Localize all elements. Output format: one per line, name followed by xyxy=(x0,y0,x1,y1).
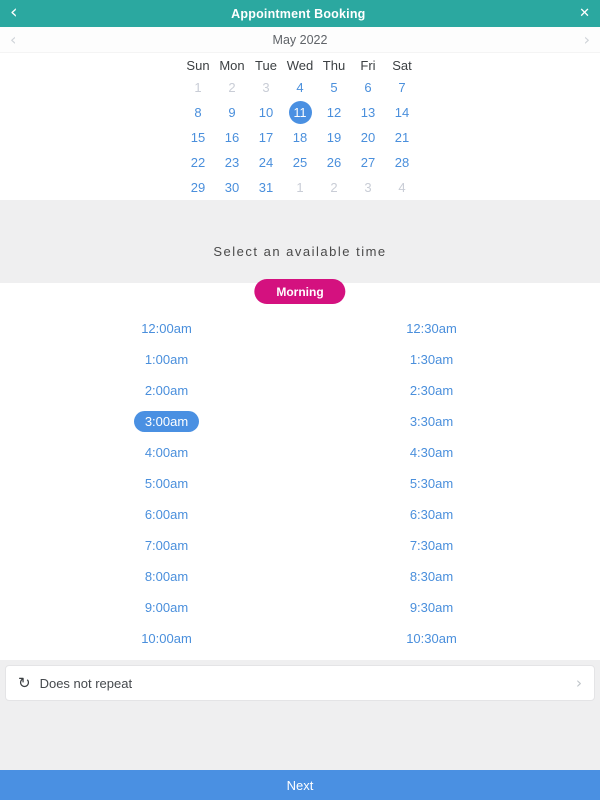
time-slot-8:30am[interactable]: 8:30am xyxy=(409,569,454,584)
calendar-day-14[interactable]: 14 xyxy=(394,105,410,120)
calendar-day-12[interactable]: 12 xyxy=(326,105,342,120)
next-month-icon[interactable]: › xyxy=(583,29,590,49)
day-header-mon: Mon xyxy=(219,57,245,73)
time-slot-6:30am[interactable]: 6:30am xyxy=(409,507,454,522)
time-slot-1:00am[interactable]: 1:00am xyxy=(144,352,189,367)
close-icon[interactable]: ✕ xyxy=(579,6,590,21)
calendar-day-26[interactable]: 26 xyxy=(326,155,342,170)
calendar-day-cell[interactable] xyxy=(215,150,249,175)
repeat-label: Does not repeat xyxy=(39,675,133,691)
time-slot-1:30am[interactable]: 1:30am xyxy=(409,352,454,367)
time-slot-cell xyxy=(299,437,564,468)
calendar-day-8[interactable]: 8 xyxy=(194,105,202,120)
calendar-day-10[interactable]: 10 xyxy=(258,105,274,120)
time-slot-2:30am[interactable]: 2:30am xyxy=(409,383,454,398)
day-header-sat: Sat xyxy=(392,57,412,73)
day-header-wed: Wed xyxy=(286,57,314,73)
calendar-day-cell[interactable] xyxy=(215,175,249,200)
calendar-day-cell[interactable] xyxy=(385,150,419,175)
calendar-day-cell xyxy=(249,75,283,100)
calendar-day-cell[interactable] xyxy=(283,75,317,100)
calendar-day-cell xyxy=(317,175,351,200)
calendar-day-20[interactable]: 20 xyxy=(360,130,376,145)
time-slot-cell xyxy=(299,406,564,437)
time-slot-grid xyxy=(34,313,600,654)
time-slot-cell xyxy=(34,437,299,468)
calendar-day-4[interactable]: 4 xyxy=(296,80,304,95)
calendar-day-15[interactable]: 15 xyxy=(190,130,206,145)
calendar-day-25[interactable]: 25 xyxy=(292,155,308,170)
calendar-day-cell[interactable] xyxy=(181,175,215,200)
calendar-day-cell[interactable] xyxy=(351,125,385,150)
calendar-day-cell[interactable] xyxy=(317,125,351,150)
calendar-day-cell[interactable] xyxy=(181,100,215,125)
time-slot-section xyxy=(0,283,600,660)
calendar-day-22[interactable]: 22 xyxy=(190,155,206,170)
previous-month-icon[interactable]: ‹ xyxy=(10,29,17,49)
calendar-day-3-disabled: 3 xyxy=(262,80,270,95)
calendar-day-cell xyxy=(351,175,385,200)
calendar-day-5[interactable]: 5 xyxy=(330,80,338,95)
calendar-day-16[interactable]: 16 xyxy=(224,130,240,145)
time-slot-12:30am[interactable]: 12:30am xyxy=(406,321,457,336)
time-slot-10:00am[interactable]: 10:00am xyxy=(141,631,192,646)
month-navigation xyxy=(0,27,600,53)
chevron-right-icon: › xyxy=(576,673,582,692)
time-slot-cell xyxy=(299,468,564,499)
calendar-day-cell xyxy=(283,175,317,200)
time-slot-5:00am[interactable]: 5:00am xyxy=(144,476,189,491)
calendar-day-1-disabled: 1 xyxy=(296,180,304,195)
time-slot-cell xyxy=(299,344,564,375)
time-slot-cell xyxy=(299,530,564,561)
time-slot-3:30am[interactable]: 3:30am xyxy=(409,414,454,429)
calendar-day-30[interactable]: 30 xyxy=(224,180,240,195)
calendar-day-13[interactable]: 13 xyxy=(360,105,376,120)
calendar-day-cell[interactable] xyxy=(283,100,317,125)
calendar-day-cell[interactable] xyxy=(181,150,215,175)
calendar-day-2-disabled: 2 xyxy=(228,80,236,95)
calendar-day-cell[interactable] xyxy=(317,100,351,125)
time-slot-7:30am[interactable]: 7:30am xyxy=(409,538,454,553)
time-slot-cell xyxy=(34,406,299,437)
calendar-day-cell[interactable] xyxy=(351,75,385,100)
time-slot-cell xyxy=(34,375,299,406)
calendar-day-2-disabled: 2 xyxy=(330,180,338,195)
calendar-day-cell xyxy=(181,75,215,100)
calendar-day-cell[interactable] xyxy=(385,75,419,100)
calendar-day-21[interactable]: 21 xyxy=(394,130,410,145)
day-header-fri: Fri xyxy=(360,57,376,73)
calendar-grid xyxy=(0,55,600,200)
time-slot-cell xyxy=(34,592,299,623)
time-slot-cell xyxy=(34,313,299,344)
calendar-day-24[interactable]: 24 xyxy=(258,155,274,170)
calendar-day-cell xyxy=(385,175,419,200)
calendar-day-cell[interactable] xyxy=(215,125,249,150)
calendar xyxy=(0,53,600,200)
calendar-day-6[interactable]: 6 xyxy=(364,80,372,95)
time-slot-cell xyxy=(34,499,299,530)
calendar-day-cell[interactable] xyxy=(351,100,385,125)
page-title: Appointment Booking xyxy=(231,6,366,21)
calendar-day-28[interactable]: 28 xyxy=(394,155,410,170)
calendar-day-17[interactable]: 17 xyxy=(258,130,274,145)
calendar-day-27[interactable]: 27 xyxy=(360,155,376,170)
day-header-thu: Thu xyxy=(322,57,346,73)
calendar-day-4-disabled: 4 xyxy=(398,180,406,195)
calendar-day-31[interactable]: 31 xyxy=(258,180,274,195)
next-button[interactable]: Next xyxy=(0,770,600,800)
time-slot-10:30am[interactable]: 10:30am xyxy=(406,631,457,646)
calendar-day-9[interactable]: 9 xyxy=(228,105,236,120)
time-slot-4:00am[interactable]: 4:00am xyxy=(144,445,189,460)
time-slot-cell xyxy=(299,561,564,592)
repeat-icon: ↻ xyxy=(18,673,31,692)
month-label: May 2022 xyxy=(272,32,328,47)
repeat-option-row[interactable] xyxy=(5,665,595,701)
time-prompt-label: Select an available time xyxy=(213,244,387,259)
time-slot-cell xyxy=(299,375,564,406)
time-slot-9:30am[interactable]: 9:30am xyxy=(409,600,454,615)
time-slot-cell xyxy=(34,344,299,375)
back-icon[interactable]: ‹ xyxy=(10,1,18,23)
day-header-tue: Tue xyxy=(255,57,277,73)
time-slot-3:00am-selected[interactable]: 3:00am xyxy=(134,411,199,432)
time-slot-cell xyxy=(34,468,299,499)
time-slot-cell xyxy=(34,623,299,654)
day-header-sun: Sun xyxy=(186,57,210,73)
time-slot-5:30am[interactable]: 5:30am xyxy=(409,476,454,491)
calendar-day-cell[interactable] xyxy=(249,125,283,150)
calendar-day-cell[interactable] xyxy=(317,75,351,100)
calendar-day-cell[interactable] xyxy=(249,100,283,125)
calendar-day-cell[interactable] xyxy=(283,125,317,150)
time-slot-cell xyxy=(299,623,564,654)
calendar-day-cell[interactable] xyxy=(181,125,215,150)
calendar-day-3-disabled: 3 xyxy=(364,180,372,195)
calendar-day-11-selected[interactable]: 11 xyxy=(289,101,312,124)
time-slot-cell xyxy=(34,530,299,561)
time-slot-cell xyxy=(34,561,299,592)
calendar-day-cell[interactable] xyxy=(351,150,385,175)
calendar-day-29[interactable]: 29 xyxy=(190,180,206,195)
calendar-day-cell xyxy=(215,75,249,100)
time-slot-8:00am[interactable]: 8:00am xyxy=(144,569,189,584)
time-slot-12:00am[interactable]: 12:00am xyxy=(141,321,192,336)
calendar-day-19[interactable]: 19 xyxy=(326,130,342,145)
calendar-day-cell[interactable] xyxy=(249,150,283,175)
time-slot-4:30am[interactable]: 4:30am xyxy=(409,445,454,460)
calendar-day-cell[interactable] xyxy=(385,125,419,150)
calendar-day-cell[interactable] xyxy=(385,100,419,125)
time-slot-6:00am[interactable]: 6:00am xyxy=(144,507,189,522)
time-slot-2:00am[interactable]: 2:00am xyxy=(144,383,189,398)
calendar-day-7[interactable]: 7 xyxy=(398,80,406,95)
time-slot-7:00am[interactable]: 7:00am xyxy=(144,538,189,553)
time-slot-cell xyxy=(299,592,564,623)
time-slot-cell xyxy=(299,313,564,344)
calendar-day-cell[interactable] xyxy=(317,150,351,175)
calendar-day-18[interactable]: 18 xyxy=(292,130,308,145)
header-bar xyxy=(0,0,600,27)
calendar-day-1-disabled: 1 xyxy=(194,80,202,95)
repeat-section xyxy=(0,660,600,770)
calendar-day-cell[interactable] xyxy=(249,175,283,200)
time-prompt-section xyxy=(0,200,600,299)
time-slot-cell xyxy=(299,499,564,530)
calendar-day-23[interactable]: 23 xyxy=(224,155,240,170)
calendar-day-cell[interactable] xyxy=(215,100,249,125)
period-morning-button[interactable]: Morning xyxy=(254,279,345,304)
calendar-day-cell[interactable] xyxy=(283,150,317,175)
time-slot-9:00am[interactable]: 9:00am xyxy=(144,600,189,615)
